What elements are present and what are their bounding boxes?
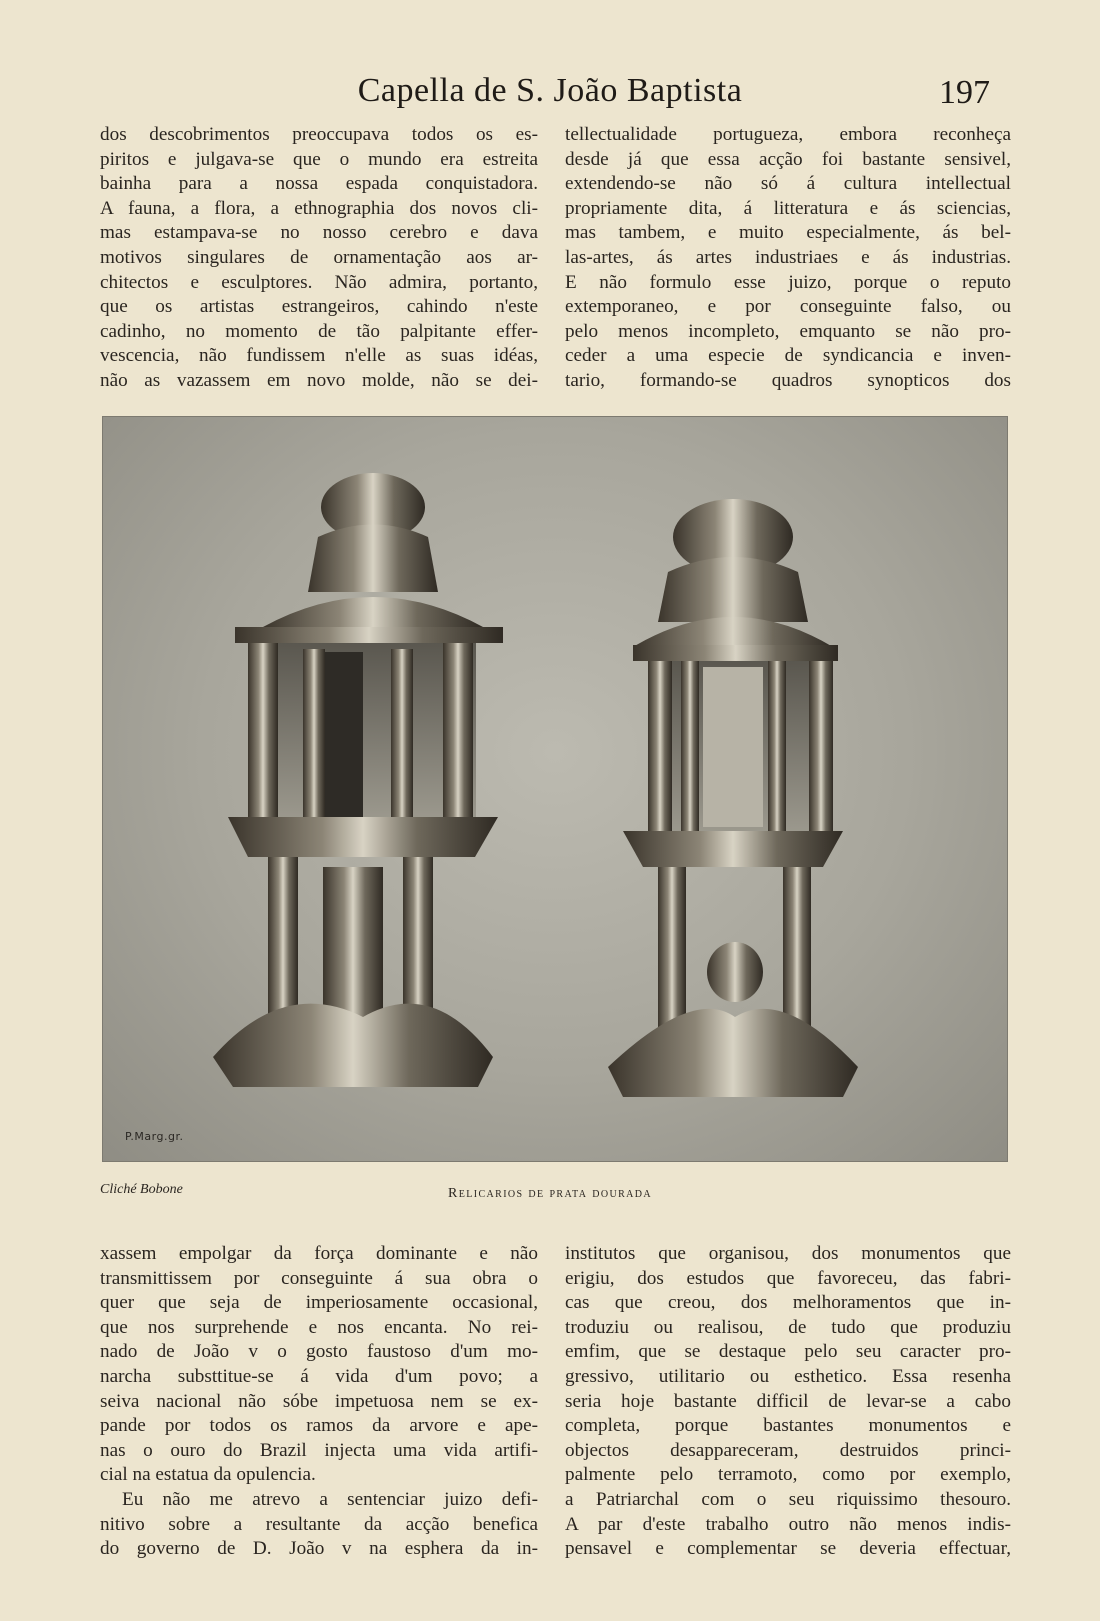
text-line: seria hoje bastante difficil de levar-se a cabo (565, 1390, 1011, 1412)
text-line: palmente pelo terramoto, como por exemplo, (565, 1464, 1011, 1486)
text-line: vescencia, não fundissem n'elle as suas idéas, (100, 345, 538, 367)
text-line: gressivo, utilitario ou esthetico. Essa resenha (565, 1365, 1011, 1387)
text-line: E não formulo esse juizo, porque o reputo (565, 271, 1011, 293)
text-line: institutos que organisou, dos monumentos que (565, 1243, 1011, 1264)
text-line: que os artistas estrangeiros, cahindo n'este (100, 296, 538, 318)
text-line: motivos singulares de ornamentação aos ar- (100, 246, 538, 268)
text-line: transmittissem por conseguinte á sua obra o (100, 1267, 538, 1289)
text-line: extemporaneo, e por conseguinte falso, ou (565, 296, 1011, 318)
text-line: chitectos e esculptores. Não admira, portanto, (100, 271, 538, 293)
text-line: cas que creou, dos melhoramentos que in- (565, 1292, 1011, 1314)
text-line: A par d'este trabalho outro não menos indis- (565, 1513, 1011, 1535)
text-line: pelo menos incompleto, emquanto se não pro- (565, 320, 1011, 342)
text-line: cadinho, no momento de tão palpitante effer- (100, 320, 538, 342)
text-line: piritos e julgava-se que o mundo era estreita (100, 148, 538, 170)
text-line: do governo de D. João v na esphera da in- (100, 1538, 538, 1560)
text-line: seiva nacional não sóbe impetuosa nem se ex- (100, 1390, 538, 1412)
text-line: mas tambem, e muito especialmente, ás bel- (565, 222, 1011, 244)
figure-caption: Relicarios de prata dourada (447, 1186, 653, 1201)
top-left-column (100, 123, 538, 394)
text-line: pensavel e complementar se deveria effectuar, (565, 1538, 1011, 1560)
text-line: desde já que essa acção foi bastante sensivel, (565, 148, 1011, 170)
text-line: dos descobrimentos preoccupava todos os es- (100, 124, 538, 145)
engraver-mark: P.Marg.gr. (125, 1130, 184, 1143)
text-line: erigiu, dos estudos que favoreceu, das fabri- (565, 1267, 1011, 1289)
text-line: quer que seja de imperiosamente occasional, (100, 1292, 538, 1314)
text-line: narcha substtitue-se á vida d'um povo; a (100, 1365, 538, 1387)
text-line: mas estampava-se no nosso cerebro e dava (100, 222, 538, 244)
text-line: tario, formando-se quadros synopticos dos (565, 369, 1011, 391)
text-line: emfim, que se destaque pelo seu caracter pro- (565, 1341, 1011, 1363)
text-line: A fauna, a flora, a ethnographia dos novos cli- (100, 197, 538, 219)
text-line: cial na estatua da opulencia. (100, 1464, 316, 1486)
text-line: troduziu ou realisou, de tudo que produziu (565, 1316, 1011, 1338)
text-line: las-artes, ás artes industriaes e ás industrias. (565, 246, 1011, 268)
right-reliquary (608, 499, 858, 1097)
text-line: nado de João v o gosto faustoso d'um mo- (100, 1341, 538, 1363)
text-line: extendendo-se não só á cultura intellectual (565, 173, 1011, 195)
text-line: nitivo sobre a resultante da acção benefica (100, 1513, 538, 1535)
top-right-column (565, 123, 1011, 394)
text-line: pande por todos os ramos da arvore e ape- (100, 1415, 538, 1437)
text-line: que nos surprehende e nos encanta. No rei- (100, 1316, 538, 1338)
page-number: 197 (939, 74, 990, 111)
bottom-left-column (100, 1242, 538, 1562)
text-line: nas o ouro do Brazil injecta uma vida artifi- (100, 1439, 538, 1461)
text-line: propriamente dita, á litteratura e ás sciencias, (565, 197, 1011, 219)
text-line: Eu não me atrevo a sentenciar juizo defi- (122, 1488, 538, 1510)
bottom-right-column (565, 1242, 1011, 1562)
text-line: objectos desappareceram, destruidos princi- (565, 1439, 1011, 1461)
text-line: tellectualidade portugueza, embora reconheça (565, 124, 1011, 145)
page-header (100, 72, 1000, 122)
text-line: completa, porque bastantes monumentos e (565, 1415, 1011, 1437)
text-line: a Patriarchal com o seu riquissimo thesouro. (565, 1488, 1011, 1510)
text-line: bainha para a nossa espada conquistadora. (100, 173, 538, 195)
text-line: xassem empolgar da força dominante e não (100, 1243, 538, 1264)
text-line: ceder a uma especie de syndicancia e inven- (565, 345, 1011, 367)
photo-credit: Cliché Bobone (100, 1182, 183, 1197)
reliquaries-photograph (102, 416, 1008, 1162)
running-title: Capella de S. João Baptista (357, 72, 743, 109)
reliquaries-illustration (103, 417, 1007, 1161)
text-line: não as vazassem em novo molde, não se dei- (100, 369, 538, 391)
left-reliquary (213, 473, 503, 1087)
